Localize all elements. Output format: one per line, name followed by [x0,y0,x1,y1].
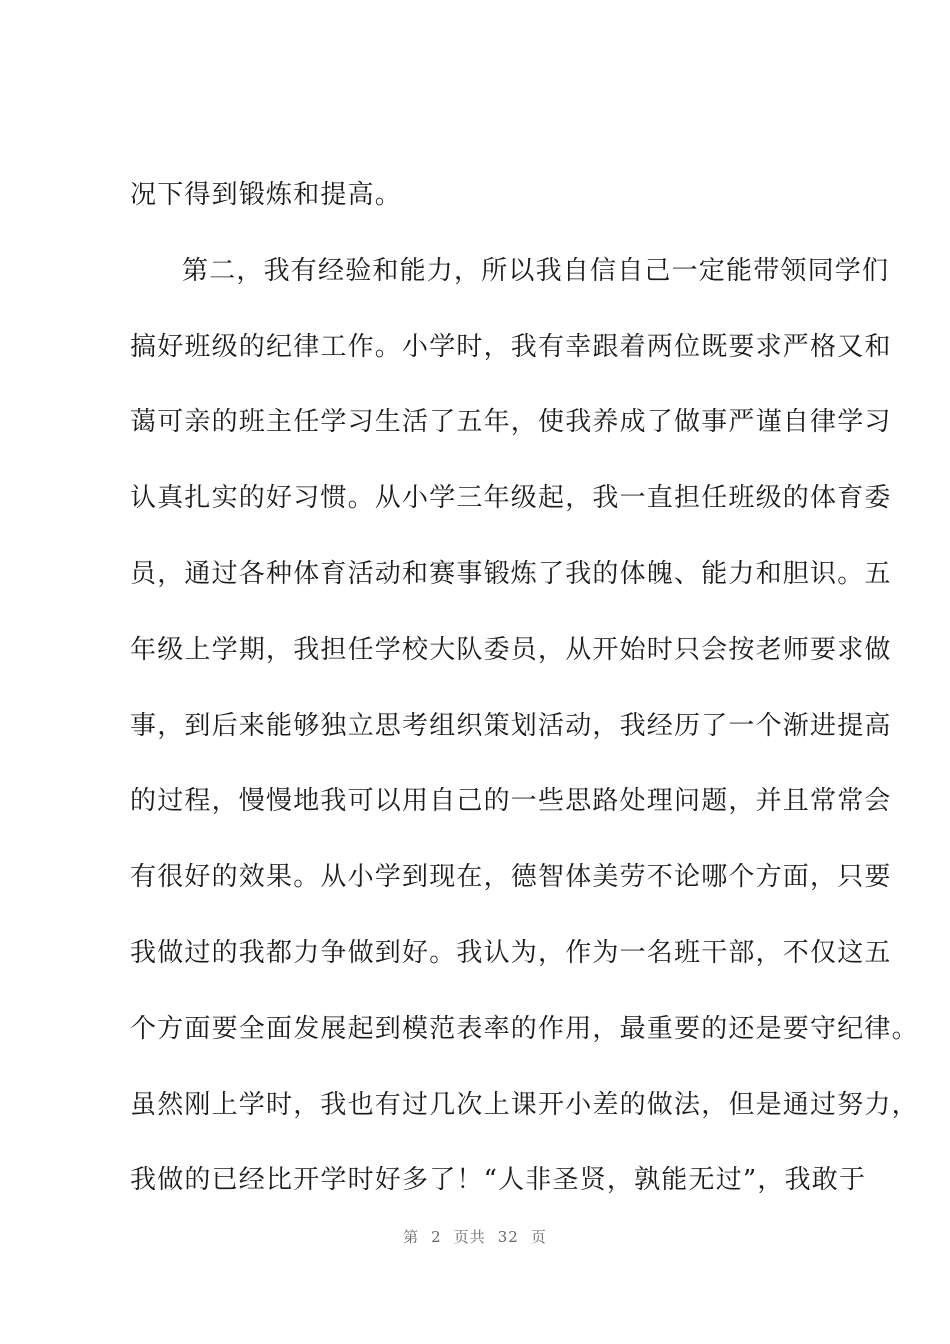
text-line: 事，到后来能够独立思考组织策划活动，我经历了一个渐进提高 [130,710,892,741]
text-line: 搞好班级的纪律工作。小学时，我有幸跟着两位既要求严格又和 [130,331,892,362]
text-line: 虽然刚上学时，我也有过几次上课开小差的做法，但是通过努力， [130,1089,919,1120]
text-line: 况下得到锻炼和提高。 [130,180,403,210]
text-line: 第二，我有经验和能力，所以我自信自己一定能带领同学们 [182,255,890,286]
footer-total-pages: 32 [497,1228,519,1246]
footer-suffix: 页 [530,1228,547,1246]
text-line: 员，通过各种体育活动和赛事锻炼了我的体魄、能力和胆识。五 [130,558,892,589]
text-line: 蔼可亲的班主任学习生活了五年，使我养成了做事严谨自律学习 [130,407,892,438]
body-text [130,158,919,1219]
text-line: 认真扎实的好习惯。从小学三年级起，我一直担任班级的体育委 [130,483,892,514]
text-line: 个方面要全面发展起到模范表率的作用，最重要的还是要守纪律。 [130,1013,919,1044]
text-line: 有很好的效果。从小学到现在，德智体美劳不论哪个方面，只要 [130,862,892,893]
text-line: 的过程，慢慢地我可以用自己的一些思路处理问题，并且常常会 [130,786,892,817]
text-line: 我做过的我都力争做到好。我认为，作为一名班干部，不仅这五 [130,937,892,968]
footer-current-page: 2 [431,1228,442,1246]
footer-middle: 页共 [453,1228,486,1246]
text-line: 我做的已经比开学时好多了！“人非圣贤，孰能无过”，我敢于 [130,1165,867,1196]
text-line: 年级上学期，我担任学校大队委员，从开始时只会按老师要求做 [130,634,892,665]
page-footer [0,1226,950,1247]
footer-prefix: 第 [403,1228,420,1246]
